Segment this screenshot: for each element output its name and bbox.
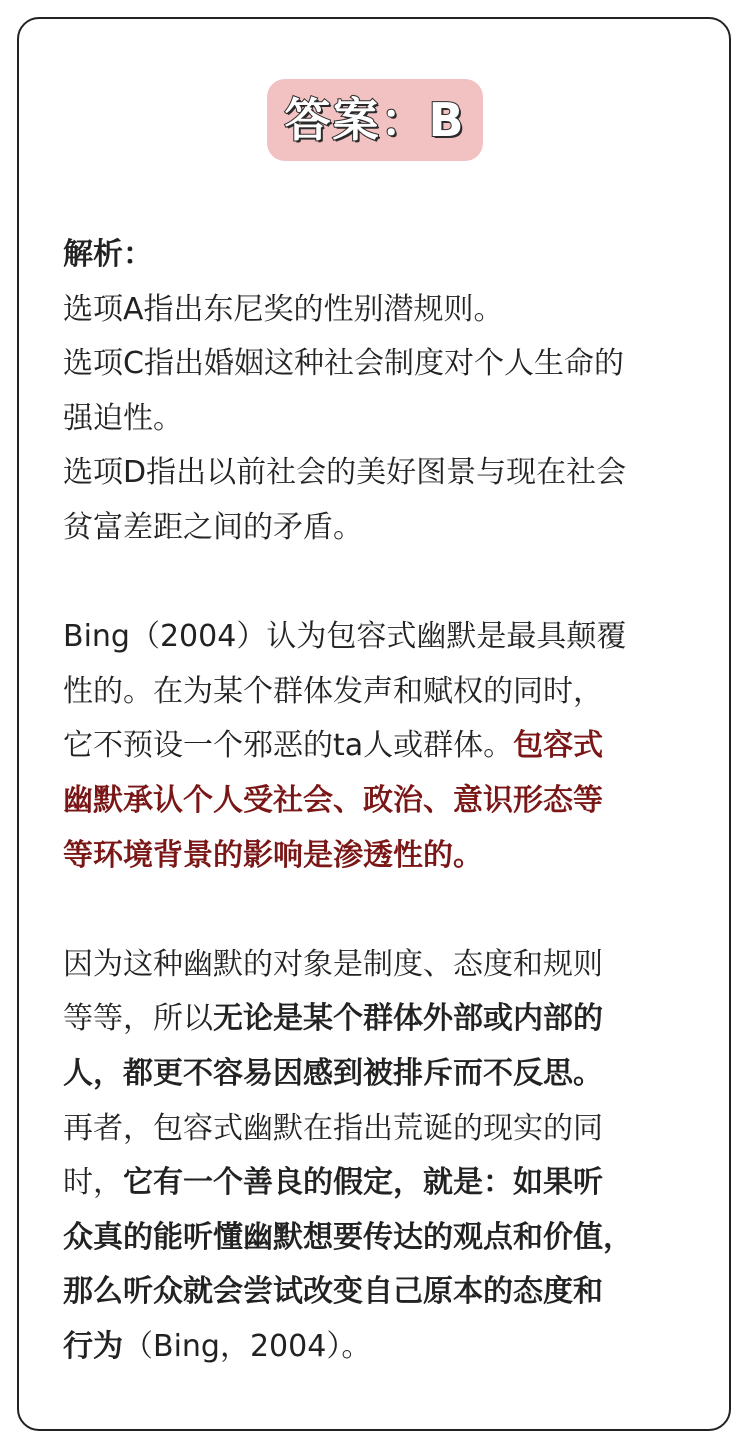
option-c-text-line1: 选项C指出婚姻这种社会制度对个人生命的 (63, 346, 624, 382)
paragraph3-line8-plain: （Bing，2004）。 (123, 1328, 372, 1364)
paragraph2-line4-emphasis: 幽默承认个人受社会、政治、意识形态等 (63, 782, 603, 818)
paragraph3-line3-bold: 人，都更不容易因感到被排斥而不反思。 (63, 1055, 603, 1091)
paragraph-gap (63, 556, 703, 611)
answer-label: 答案：B (284, 93, 466, 147)
paragraph3-line2-plain: 等等，所以 (63, 1001, 213, 1037)
paragraph3-line2 (63, 992, 703, 1047)
option-a-text: 选项A指出东尼奖的性别潜规则。 (63, 291, 504, 327)
paragraph3-line6-bold: 众真的能听懂幽默想要传达的观点和价值， (63, 1219, 633, 1255)
paragraph3-line5-plain: 时， (63, 1165, 123, 1201)
paragraph3-line8 (63, 1320, 703, 1375)
paragraph3-line8-bold: 行为 (63, 1328, 123, 1364)
paragraph2-line3-emphasis: 包容式 (513, 728, 604, 764)
paragraph2-line3 (63, 719, 703, 774)
paragraph3-line2-bold: 无论是某个群体外部或内部的 (213, 1001, 603, 1037)
paragraph-gap (63, 883, 703, 938)
paragraph3-line4: 再者，包容式幽默在指出荒诞的现实的同 (63, 1110, 603, 1146)
option-d-text-line1: 选项D指出以前社会的美好图景与现在社会 (63, 455, 627, 491)
paragraph2-line3-plain: 它不预设一个邪恶的ta人或群体。 (63, 728, 514, 764)
explanation-body (63, 228, 703, 1374)
paragraph3-line1: 因为这种幽默的对象是制度、态度和规则 (63, 946, 603, 982)
explanation-heading: 解析： (63, 237, 153, 272)
paragraph3-line7-bold: 那么听众就会尝试改变自己原本的态度和 (63, 1274, 603, 1310)
paragraph3-line5-bold: 它有一个善良的假定，就是：如果听 (123, 1165, 603, 1201)
paragraph2-line1: Bing（2004）认为包容式幽默是最具颠覆 (63, 619, 627, 655)
paragraph3-line5 (63, 1156, 703, 1211)
paragraph2-line5-emphasis: 等环境背景的影响是渗透性的。 (63, 837, 483, 873)
option-d-text-line2: 贫富差距之间的矛盾。 (63, 509, 363, 545)
option-c-text-line2: 强迫性。 (63, 400, 183, 436)
answer-badge (267, 79, 483, 161)
paragraph2-line2: 性的。在为某个群体发声和赋权的同时， (63, 673, 603, 709)
